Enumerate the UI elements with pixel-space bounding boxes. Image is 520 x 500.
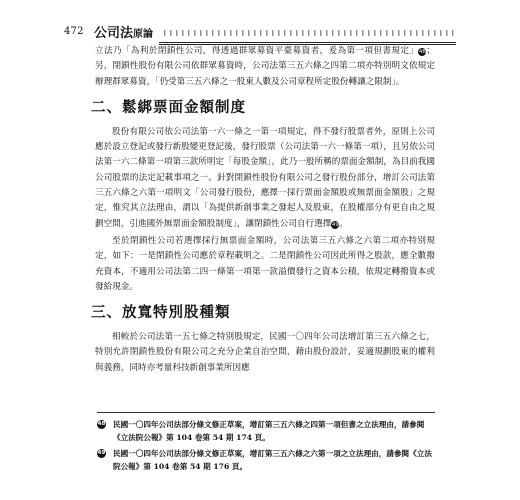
page-header: [64, 22, 456, 42]
section-heading-3: 三、放寬特別股種類: [91, 305, 231, 322]
footnote-mark-48: 48: [97, 421, 106, 427]
header-rule-top: [159, 42, 456, 43]
footnote-text: 民國一〇四年公司法部分條文修正草案，增訂第三五六條之六第一項之立法理由，請參閱《立法院公報》第 104 卷第 54 期 176 頁。: [113, 449, 432, 471]
paragraph-1-text: 立法乃「為利於閉鎖性公司，得透過群眾募資平臺募資者，爰為第一項但書規定」: [95, 46, 419, 56]
paragraph-3: 至於閉鎖性公司若選擇採行無票面金額時，公司法第三五六條之六第二項亦特別規定，如下：一是閉鎖性公司應於章程載明之。二是閉鎖性公司因此所得之股款，應全數撥充資本，不適用公司法第二四一條第一項第一款溢價發行之資本公積，依規定轉撥資本或發給現金。: [95, 235, 435, 292]
header-dotted-rule: [164, 30, 456, 36]
footnote-48: [97, 418, 435, 444]
footnote-text: 民國一〇四年公司法部分條文修正草案，增訂第三五六條之四第一項但書之立法理由，請參閱《立法院公報》第 104 卷第 54 期 174 頁。: [113, 420, 425, 442]
main-text: [91, 44, 435, 376]
running-title: [94, 22, 153, 41]
footnotes: [97, 412, 435, 476]
paragraph-2-text: 股份有限公司依公司法第一六一條之一第一項規定，得不發行股票者外，原則上公司應於設立登記或發行新股變更登記後，發行股票（公司法第一六一條第一項），且另依公司法第一六二條第一項第三款所明定「每股金額」，此乃一般所稱的票面金額制，為目前我國公司股票的法定記載事項之一。針對閉鎖性股份有限公司之發行股份部分，增訂公司法第三五六條之六第一項明文「公司發行股份，應擇一採行票面金額股或無票面金額股」之規定，惟究其立法理由，謂以「為提供新創事業之發起人及股東，在股權部分有更自由之規劃空間，引進國外無票面金額股制度」，讓閉鎖性公司自行選擇: [95, 126, 435, 229]
paragraph-4: 相較於公司法第一五七條之特別股規定，民國一〇四年公司法增訂第三五六條之七，特別允許閉鎖性股份有限公司之充分企業自治空間，藉由股份設計，妥適規劃股東的權利與義務，同時亦考量科技新創事業所因應: [95, 332, 435, 373]
page-number: 472: [64, 26, 84, 37]
paragraph-2: [95, 125, 435, 232]
footnote-49: [97, 447, 435, 473]
paragraph-1-rest: ；另，閉鎖性股份有限公司依群眾募資時，公司法第三五六條之四第二項亦特別明文依規定辦理群眾募資，「仍受第三五六條之一股東人數及公司章程所定股份轉讓之限制」。: [95, 46, 435, 87]
running-title-small: 原論: [133, 29, 154, 40]
section-heading-2: 二、鬆綁票面金額制度: [91, 99, 246, 116]
paragraph-2-end: 。: [339, 218, 348, 229]
footnote-ref-48[interactable]: 48: [418, 49, 426, 55]
footnote-mark-49: 49: [97, 450, 106, 456]
footnote-ref-49[interactable]: 49: [331, 221, 339, 228]
paragraph-1: [95, 44, 435, 90]
running-title-main: 公司法: [94, 26, 134, 41]
